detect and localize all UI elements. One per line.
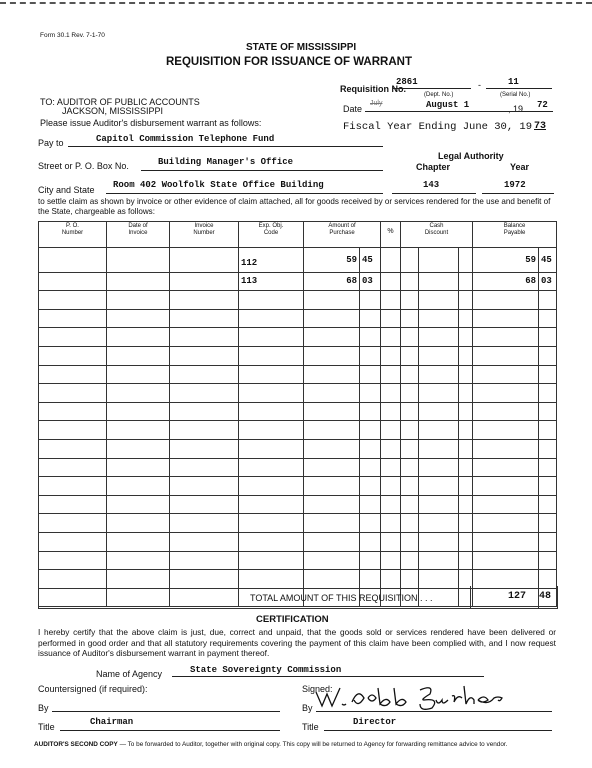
invoice-date-cell[interactable] — [107, 402, 170, 421]
exp-code-cell[interactable] — [239, 439, 304, 458]
pay-to-line — [68, 146, 383, 147]
discount-a-cell[interactable] — [401, 495, 419, 514]
exp-code-cell[interactable] — [239, 402, 304, 421]
table-row — [39, 458, 557, 477]
percent-cell[interactable] — [381, 439, 401, 458]
street-label: Street or P. O. Box No. — [38, 161, 129, 171]
invoice-date-cell[interactable] — [107, 551, 170, 570]
amount-dollars-cell[interactable] — [304, 495, 360, 514]
balance-cents-cell[interactable] — [539, 346, 557, 365]
signed-by-label: By — [302, 703, 313, 713]
discount-a-cell[interactable] — [401, 248, 419, 273]
street-value[interactable]: Building Manager's Office — [158, 157, 294, 167]
signed-label: Signed: — [302, 684, 333, 694]
balance-dollars-cell[interactable] — [473, 346, 539, 365]
table-row — [39, 346, 557, 365]
amount-dollars-cell[interactable] — [304, 328, 360, 347]
serial-no-value[interactable]: 11 — [508, 77, 519, 87]
discount-a-cell[interactable] — [401, 328, 419, 347]
header-exp-obj-code: Exp. Obj. Code — [239, 222, 304, 248]
left-title-label: Title — [38, 722, 55, 732]
po-cell[interactable] — [39, 421, 107, 440]
discount-cents-cell[interactable] — [459, 328, 473, 347]
invoice-date-cell[interactable] — [107, 514, 170, 533]
discount-dollars-cell[interactable] — [419, 384, 459, 403]
balance-dollars-cell[interactable] — [473, 421, 539, 440]
discount-a-cell[interactable] — [401, 477, 419, 496]
pay-to-label: Pay to — [38, 138, 64, 148]
balance-dollars-cell[interactable]: 59 — [473, 248, 539, 273]
discount-dollars-cell[interactable] — [419, 365, 459, 384]
amount-dollars-cell[interactable]: 68 — [304, 272, 360, 291]
amount-dollars-cell[interactable] — [304, 402, 360, 421]
discount-a-cell[interactable] — [401, 402, 419, 421]
percent-cell[interactable] — [381, 495, 401, 514]
footer-note — [34, 741, 556, 749]
percent-cell[interactable] — [381, 384, 401, 403]
state-heading: STATE OF MISSISSIPPI — [246, 42, 357, 53]
dept-no-value[interactable]: 2861 — [396, 77, 418, 87]
balance-cents-cell[interactable] — [539, 532, 557, 551]
discount-dollars-cell[interactable] — [419, 458, 459, 477]
table-row — [39, 514, 557, 533]
amount-cents-cell[interactable] — [360, 309, 381, 328]
percent-cell[interactable] — [381, 309, 401, 328]
amount-cents-cell[interactable] — [360, 291, 381, 310]
table-row — [39, 532, 557, 551]
street-line — [141, 170, 383, 171]
discount-cents-cell[interactable] — [459, 439, 473, 458]
discount-a-cell[interactable] — [401, 458, 419, 477]
form-number: Form 30.1 Rev. 7-1-70 — [40, 32, 105, 39]
amount-dollars-cell[interactable] — [304, 514, 360, 533]
discount-a-cell[interactable] — [401, 551, 419, 570]
po-cell[interactable] — [39, 291, 107, 310]
to-city: JACKSON, MISSISSIPPI — [62, 106, 164, 116]
exp-code-cell[interactable] — [239, 309, 304, 328]
amount-dollars-cell[interactable] — [304, 309, 360, 328]
discount-dollars-cell[interactable] — [419, 439, 459, 458]
signed-by-line — [316, 711, 552, 712]
footer-text: — To be forwarded to Auditor, together with original copy. This copy will be returned to Agency for forwarding remittance advice to vendor. — [119, 741, 508, 748]
discount-dollars-cell[interactable] — [419, 402, 459, 421]
chapter-value[interactable]: 143 — [423, 180, 440, 190]
po-cell[interactable] — [39, 477, 107, 496]
exp-code-cell[interactable] — [239, 551, 304, 570]
invoice-number-cell[interactable] — [170, 477, 239, 496]
table-row — [39, 384, 557, 403]
top-perforation — [0, 2, 592, 4]
certification-text: I hereby certify that the above claim is just, due, correct and unpaid, that the goods sold or services rendered have been delivered or performed in good order and that all statutory requirements covering the payment of this claim have been complied with, and I now request issuance of Auditor's disbursement warrant in payment thereof. — [38, 627, 556, 658]
header-balance-payable: Balance Payable — [473, 222, 557, 248]
amount-cents-cell[interactable] — [360, 514, 381, 533]
po-cell[interactable] — [39, 328, 107, 347]
city-line — [106, 193, 383, 194]
balance-cents-cell[interactable] — [539, 439, 557, 458]
discount-dollars-cell[interactable] — [419, 291, 459, 310]
exp-code-cell[interactable]: 112 — [239, 248, 304, 273]
exp-code-cell[interactable]: 113 — [239, 272, 304, 291]
table-row — [39, 272, 557, 291]
amount-cents-cell[interactable]: 45 — [360, 248, 381, 273]
claim-table-body — [39, 248, 557, 607]
invoice-number-cell[interactable] — [170, 346, 239, 365]
table-row — [39, 248, 557, 273]
invoice-date-cell[interactable] — [107, 291, 170, 310]
percent-cell[interactable] — [381, 551, 401, 570]
percent-cell[interactable] — [381, 328, 401, 347]
balance-dollars-cell[interactable] — [473, 514, 539, 533]
city-value[interactable]: Room 402 Woolfolk State Office Building — [113, 180, 324, 190]
invoice-date-cell[interactable] — [107, 458, 170, 477]
discount-cents-cell[interactable] — [459, 248, 473, 273]
date-label: Date — [343, 104, 363, 114]
amount-dollars-cell[interactable] — [304, 346, 360, 365]
year-label: Year — [510, 162, 530, 172]
invoice-date-cell[interactable] — [107, 384, 170, 403]
balance-cents-cell[interactable] — [539, 551, 557, 570]
balance-cents-cell[interactable] — [539, 477, 557, 496]
header-cash-discount: Cash Discount — [401, 222, 473, 248]
date-line — [365, 111, 553, 112]
percent-cell[interactable] — [381, 532, 401, 551]
amount-cents-cell[interactable] — [360, 458, 381, 477]
header-percent: % — [381, 222, 401, 248]
exp-code-cell[interactable] — [239, 365, 304, 384]
exp-code-cell[interactable] — [239, 328, 304, 347]
total-dollars[interactable]: 127 — [508, 591, 527, 602]
discount-a-cell[interactable] — [401, 532, 419, 551]
discount-cents-cell[interactable] — [459, 551, 473, 570]
discount-dollars-cell[interactable] — [419, 421, 459, 440]
invoice-number-cell[interactable] — [170, 551, 239, 570]
invoice-number-cell[interactable] — [170, 402, 239, 421]
balance-dollars-cell[interactable] — [473, 384, 539, 403]
authority-year-line — [482, 193, 554, 194]
discount-a-cell[interactable] — [401, 346, 419, 365]
discount-dollars-cell[interactable] — [419, 514, 459, 533]
to-auditor: TO: AUDITOR OF PUBLIC ACCOUNTS — [40, 97, 200, 107]
balance-dollars-cell[interactable] — [473, 551, 539, 570]
left-title-value[interactable]: Chairman — [90, 717, 134, 727]
amount-cents-cell[interactable] — [360, 421, 381, 440]
discount-dollars-cell[interactable] — [419, 346, 459, 365]
po-cell[interactable] — [39, 532, 107, 551]
signature-text: W. Webb Burke — [312, 709, 319, 710]
total-label: TOTAL AMOUNT OF THIS REQUISITION . . . — [250, 593, 433, 603]
balance-cents-cell[interactable]: 45 — [539, 248, 557, 273]
invoice-number-cell[interactable] — [170, 291, 239, 310]
discount-a-cell[interactable] — [401, 291, 419, 310]
percent-cell[interactable] — [381, 477, 401, 496]
invoice-number-cell[interactable] — [170, 532, 239, 551]
agency-line — [172, 676, 484, 677]
discount-cents-cell[interactable] — [459, 309, 473, 328]
serial-no-line — [486, 88, 552, 89]
discount-a-cell[interactable] — [401, 421, 419, 440]
dept-no-caption: (Dept. No.) — [424, 92, 454, 98]
exp-code-cell[interactable] — [239, 495, 304, 514]
discount-a-cell[interactable] — [401, 514, 419, 533]
discount-cents-cell[interactable] — [459, 365, 473, 384]
balance-cents-cell[interactable] — [539, 402, 557, 421]
balance-dollars-cell[interactable] — [473, 495, 539, 514]
po-cell[interactable] — [39, 402, 107, 421]
exp-code-cell[interactable] — [239, 458, 304, 477]
po-cell[interactable] — [39, 384, 107, 403]
date-struck: July — [370, 100, 383, 107]
discount-dollars-cell[interactable] — [419, 477, 459, 496]
invoice-number-cell[interactable] — [170, 384, 239, 403]
table-row — [39, 328, 557, 347]
countersign-by-label: By — [38, 703, 49, 713]
po-cell[interactable] — [39, 551, 107, 570]
footer-bold: AUDITOR'S SECOND COPY — [34, 741, 118, 748]
requisition-label: Requisition No. — [340, 84, 406, 94]
invoice-date-cell[interactable] — [107, 495, 170, 514]
po-cell[interactable] — [39, 309, 107, 328]
percent-cell[interactable] — [381, 272, 401, 291]
percent-cell[interactable] — [381, 248, 401, 273]
settle-claim-text: to settle claim as shown by invoice or other evidence of claim attached, all for goods received by or services rendered for the use and benefit of the State, chargeable as follows: — [38, 197, 551, 216]
table-row — [39, 421, 557, 440]
po-cell[interactable] — [39, 514, 107, 533]
discount-a-cell[interactable] — [401, 439, 419, 458]
po-cell[interactable] — [39, 495, 107, 514]
right-title-line — [324, 730, 552, 731]
left-title-line — [60, 730, 280, 731]
exp-code-cell[interactable] — [239, 384, 304, 403]
authority-year-value[interactable]: 1972 — [504, 180, 526, 190]
fiscal-year-value[interactable]: 73 — [534, 121, 547, 132]
balance-cents-cell[interactable] — [539, 458, 557, 477]
amount-cents-cell[interactable] — [360, 402, 381, 421]
issue-instruction: Please issue Auditor's disbursement warrant as follows: — [40, 118, 262, 128]
amount-cents-cell[interactable] — [360, 365, 381, 384]
discount-cents-cell[interactable] — [459, 421, 473, 440]
discount-cents-cell[interactable] — [459, 477, 473, 496]
date-value[interactable]: August 1 — [426, 100, 470, 110]
discount-dollars-cell[interactable] — [419, 495, 459, 514]
balance-dollars-cell[interactable] — [473, 477, 539, 496]
exp-code-cell[interactable] — [239, 421, 304, 440]
po-cell[interactable] — [39, 248, 107, 273]
discount-cents-cell[interactable] — [459, 532, 473, 551]
balance-cents-cell[interactable] — [539, 365, 557, 384]
balance-dollars-cell[interactable] — [473, 365, 539, 384]
invoice-number-cell[interactable] — [170, 328, 239, 347]
amount-cents-cell[interactable] — [360, 551, 381, 570]
fiscal-year-label: Fiscal Year Ending June 30, 19 — [343, 121, 533, 133]
table-row — [39, 495, 557, 514]
table-row — [39, 291, 557, 310]
invoice-date-cell[interactable] — [107, 309, 170, 328]
certification-heading: CERTIFICATION — [256, 614, 329, 625]
table-row — [39, 365, 557, 384]
discount-cents-cell[interactable] — [459, 272, 473, 291]
invoice-date-cell[interactable] — [107, 365, 170, 384]
exp-code-cell[interactable] — [239, 291, 304, 310]
amount-cents-cell[interactable] — [360, 532, 381, 551]
discount-a-cell[interactable] — [401, 384, 419, 403]
amount-dollars-cell[interactable] — [304, 532, 360, 551]
invoice-date-cell[interactable] — [107, 248, 170, 273]
balance-cents-cell[interactable] — [539, 328, 557, 347]
pay-to-value[interactable]: Capitol Commission Telephone Fund — [96, 134, 275, 144]
percent-cell[interactable] — [381, 421, 401, 440]
exp-code-cell[interactable] — [239, 477, 304, 496]
discount-cents-cell[interactable] — [459, 458, 473, 477]
amount-cents-cell[interactable] — [360, 346, 381, 365]
header-invoice-number: Invoice Number — [170, 222, 239, 248]
amount-dollars-cell[interactable] — [304, 291, 360, 310]
discount-cents-cell[interactable] — [459, 291, 473, 310]
exp-code-cell[interactable] — [239, 532, 304, 551]
invoice-number-cell[interactable] — [170, 421, 239, 440]
amount-cents-cell[interactable] — [360, 495, 381, 514]
discount-cents-cell[interactable] — [459, 402, 473, 421]
discount-a-cell[interactable] — [401, 272, 419, 291]
header-po-number: P. O. Number — [39, 222, 107, 248]
discount-dollars-cell[interactable] — [419, 532, 459, 551]
dept-no-line — [393, 88, 471, 89]
invoice-number-cell[interactable] — [170, 272, 239, 291]
po-cell[interactable] — [39, 365, 107, 384]
amount-dollars-cell[interactable] — [304, 439, 360, 458]
invoice-date-cell[interactable] — [107, 439, 170, 458]
invoice-number-cell[interactable] — [170, 248, 239, 273]
form-title: REQUISITION FOR ISSUANCE OF WARRANT — [166, 56, 412, 68]
invoice-date-cell[interactable] — [107, 477, 170, 496]
balance-dollars-cell[interactable] — [473, 458, 539, 477]
discount-dollars-cell[interactable] — [419, 328, 459, 347]
po-cell[interactable] — [39, 439, 107, 458]
header-date-of-invoice: Date of Invoice — [107, 222, 170, 248]
discount-dollars-cell[interactable] — [419, 248, 459, 273]
invoice-number-cell[interactable] — [170, 495, 239, 514]
legal-authority-heading: Legal Authority — [438, 151, 504, 161]
amount-dollars-cell[interactable] — [304, 384, 360, 403]
po-cell[interactable] — [39, 458, 107, 477]
discount-dollars-cell[interactable] — [419, 551, 459, 570]
invoice-number-cell[interactable] — [170, 439, 239, 458]
discount-cents-cell[interactable] — [459, 514, 473, 533]
percent-cell[interactable] — [381, 458, 401, 477]
amount-cents-cell[interactable] — [360, 328, 381, 347]
invoice-number-cell[interactable] — [170, 365, 239, 384]
po-cell[interactable] — [39, 272, 107, 291]
table-row — [39, 551, 557, 570]
table-row — [39, 309, 557, 328]
percent-cell[interactable] — [381, 346, 401, 365]
balance-cents-cell[interactable] — [539, 421, 557, 440]
discount-dollars-cell[interactable] — [419, 309, 459, 328]
amount-cents-cell[interactable] — [360, 477, 381, 496]
amount-dollars-cell[interactable] — [304, 551, 360, 570]
invoice-date-cell[interactable] — [107, 532, 170, 551]
claim-table — [38, 221, 557, 607]
balance-dollars-cell[interactable] — [473, 402, 539, 421]
discount-cents-cell[interactable] — [459, 495, 473, 514]
discount-cents-cell[interactable] — [459, 346, 473, 365]
signature — [312, 682, 522, 710]
table-row — [39, 402, 557, 421]
right-title-value[interactable]: Director — [353, 717, 397, 727]
amount-dollars-cell[interactable] — [304, 421, 360, 440]
countersigned-label: Countersigned (if required): — [38, 684, 148, 694]
invoice-date-cell[interactable] — [107, 346, 170, 365]
invoice-number-cell[interactable] — [170, 514, 239, 533]
balance-dollars-cell[interactable] — [473, 439, 539, 458]
agency-value[interactable]: State Sovereignty Commission — [190, 665, 342, 675]
table-row — [39, 477, 557, 496]
percent-cell[interactable] — [381, 402, 401, 421]
balance-cents-cell[interactable]: 03 — [539, 272, 557, 291]
chapter-label: Chapter — [416, 162, 451, 172]
invoice-number-cell[interactable] — [170, 458, 239, 477]
percent-cell[interactable] — [381, 365, 401, 384]
invoice-date-cell[interactable] — [107, 421, 170, 440]
balance-cents-cell[interactable] — [539, 309, 557, 328]
invoice-date-cell[interactable] — [107, 272, 170, 291]
percent-cell[interactable] — [381, 291, 401, 310]
agency-label: Name of Agency — [96, 669, 163, 679]
exp-code-cell[interactable] — [239, 346, 304, 365]
percent-cell[interactable] — [381, 514, 401, 533]
countersign-by-line — [52, 711, 280, 712]
serial-no-caption: (Serial No.) — [500, 92, 531, 98]
balance-dollars-cell[interactable] — [473, 532, 539, 551]
balance-cents-cell[interactable] — [539, 495, 557, 514]
amount-dollars-cell[interactable] — [304, 477, 360, 496]
balance-cents-cell[interactable] — [539, 291, 557, 310]
balance-cents-cell[interactable] — [539, 384, 557, 403]
balance-dollars-cell[interactable]: 68 — [473, 272, 539, 291]
discount-dollars-cell[interactable] — [419, 272, 459, 291]
amount-cents-cell[interactable] — [360, 439, 381, 458]
header-amount-of-purchase: Amount of Purchase — [304, 222, 381, 248]
amount-dollars-cell[interactable] — [304, 458, 360, 477]
date-year-prefix: , 19 — [508, 104, 524, 114]
chapter-line — [392, 193, 476, 194]
requisition-dash: - — [478, 80, 481, 90]
total-cents[interactable]: 48 — [539, 591, 552, 602]
amount-cents-cell[interactable] — [360, 384, 381, 403]
discount-cents-cell[interactable] — [459, 384, 473, 403]
date-year[interactable]: 72 — [537, 100, 548, 110]
balance-dollars-cell[interactable] — [473, 328, 539, 347]
balance-cents-cell[interactable] — [539, 514, 557, 533]
exp-code-cell[interactable] — [239, 514, 304, 533]
balance-dollars-cell[interactable] — [473, 309, 539, 328]
po-cell[interactable] — [39, 346, 107, 365]
invoice-number-cell[interactable] — [170, 309, 239, 328]
right-title-label: Title — [302, 722, 319, 732]
invoice-date-cell[interactable] — [107, 328, 170, 347]
amount-dollars-cell[interactable]: 59 — [304, 248, 360, 273]
city-label: City and State — [38, 185, 95, 195]
discount-a-cell[interactable] — [401, 309, 419, 328]
amount-dollars-cell[interactable] — [304, 365, 360, 384]
table-row — [39, 439, 557, 458]
amount-cents-cell[interactable]: 03 — [360, 272, 381, 291]
balance-dollars-cell[interactable] — [473, 291, 539, 310]
discount-a-cell[interactable] — [401, 365, 419, 384]
